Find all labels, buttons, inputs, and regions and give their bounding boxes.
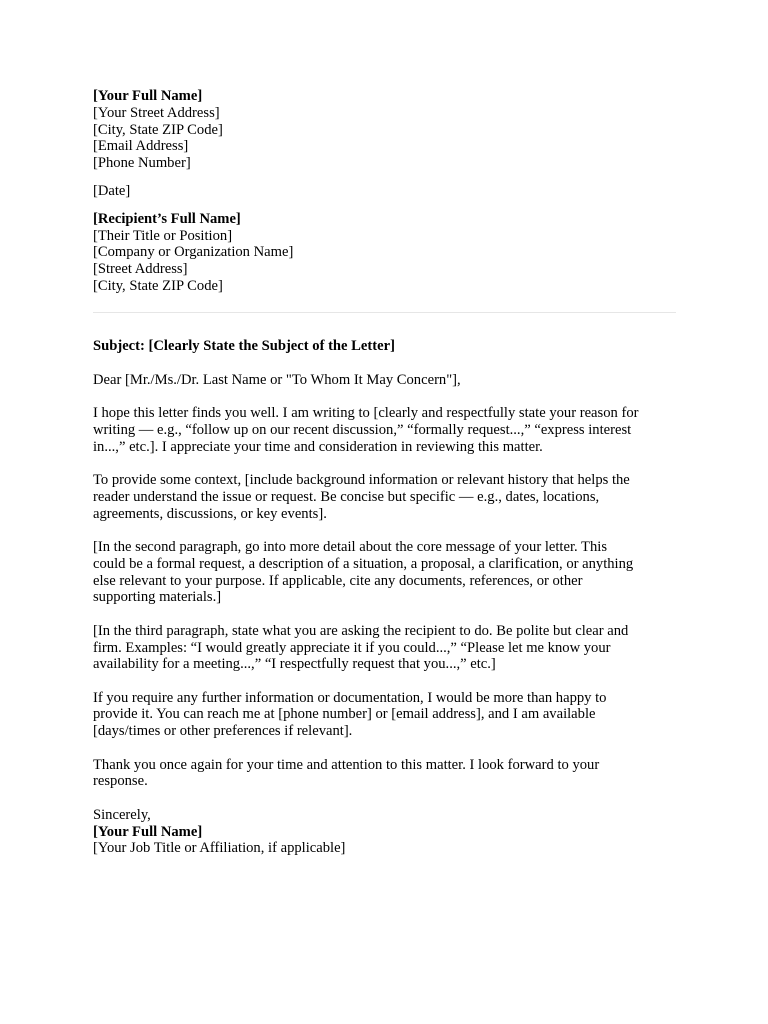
paragraph-line: writing — e.g., “follow up on our recent discussion,” “formally request...,” “express interest bbox=[93, 421, 632, 438]
body-paragraph bbox=[93, 472, 683, 522]
body-paragraph bbox=[93, 539, 683, 606]
paragraph-line: Thank you once again for your time and attention to this matter. I look forward to your bbox=[93, 756, 600, 773]
paragraph-line: in...,” etc.]. I appreciate your time and consideration in reviewing this matter. bbox=[93, 438, 543, 455]
body-paragraph bbox=[93, 690, 683, 740]
paragraph-line: response. bbox=[93, 773, 148, 790]
body-paragraph bbox=[93, 623, 683, 673]
paragraph-line: agreements, discussions, or key events]. bbox=[93, 505, 327, 522]
valediction: Sincerely, bbox=[93, 806, 151, 823]
paragraph-line: else relevant to your purpose. If applicable, cite any documents, references, or other bbox=[93, 572, 583, 589]
signature-title: [Your Job Title or Affiliation, if applicable] bbox=[93, 840, 346, 857]
recipient-company: [Company or Organization Name] bbox=[93, 244, 294, 261]
sender-name: [Your Full Name] bbox=[93, 88, 203, 104]
paragraph-line: supporting materials.] bbox=[93, 589, 222, 606]
section-divider bbox=[93, 312, 676, 313]
recipient-name: [Recipient’s Full Name] bbox=[93, 210, 241, 227]
paragraph-line: firm. Examples: “I would greatly appreciate it if you could...,” “Please let me know your bbox=[93, 639, 611, 656]
sender-phone: [Phone Number] bbox=[93, 155, 191, 172]
paragraph-line: To provide some context, [include background information or relevant history that helps the bbox=[93, 471, 630, 488]
paragraph-line: provide it. You can reach me at [phone number] or [email address], and I am available bbox=[93, 706, 596, 723]
closing-block bbox=[93, 807, 683, 857]
recipient-title: [Their Title or Position] bbox=[93, 227, 233, 244]
recipient-street: [Street Address] bbox=[93, 261, 188, 278]
paragraph-line: [days/times or other preferences if relevant]. bbox=[93, 723, 353, 740]
sender-email: [Email Address] bbox=[93, 138, 189, 155]
sender-block bbox=[93, 88, 683, 172]
paragraph-line: [In the third paragraph, state what you are asking the recipient to do. Be polite but clear and bbox=[93, 622, 629, 639]
paragraph-line: could be a formal request, a description of a situation, a proposal, a clarification, or anything bbox=[93, 555, 634, 572]
letter-body bbox=[93, 405, 683, 790]
letter-date: [Date] bbox=[93, 182, 131, 199]
signature-name: [Your Full Name] bbox=[93, 823, 203, 840]
sender-street: [Your Street Address] bbox=[93, 104, 220, 121]
letter-page bbox=[93, 88, 683, 857]
body-paragraph bbox=[93, 757, 683, 791]
paragraph-line: If you require any further information or documentation, I would be more than happy to bbox=[93, 689, 607, 706]
paragraph-line: availability for a meeting...,” “I respectfully request that you...,” etc.] bbox=[93, 656, 496, 673]
sender-city: [City, State ZIP Code] bbox=[93, 121, 223, 138]
paragraph-line: reader understand the issue or request. Be concise but specific — e.g., dates, locations, bbox=[93, 488, 600, 505]
body-paragraph bbox=[93, 405, 683, 455]
subject-line: Subject: [Clearly State the Subject of the Letter] bbox=[93, 337, 395, 354]
paragraph-line: [In the second paragraph, go into more detail about the core message of your letter. This bbox=[93, 538, 607, 555]
recipient-block bbox=[93, 211, 683, 295]
paragraph-line: I hope this letter finds you well. I am writing to [clearly and respectfully state your reason for bbox=[93, 404, 639, 421]
recipient-city: [City, State ZIP Code] bbox=[93, 277, 223, 294]
salutation: Dear [Mr./Ms./Dr. Last Name or "To Whom It May Concern"], bbox=[93, 371, 461, 388]
date-block bbox=[93, 183, 683, 200]
